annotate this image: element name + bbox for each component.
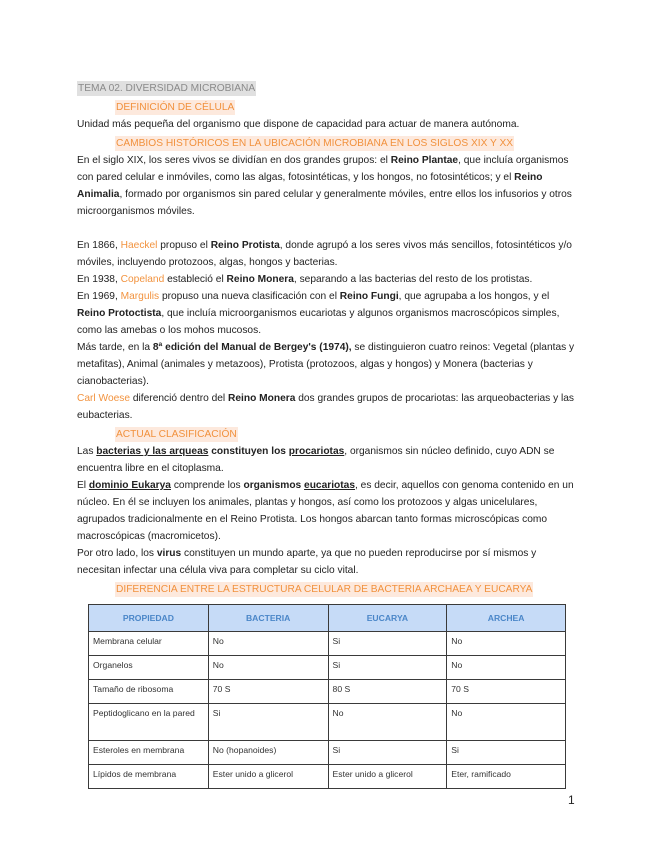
page-content <box>77 78 577 789</box>
table-row <box>89 632 566 656</box>
table-row <box>89 704 566 741</box>
name-carl-woese: Carl Woese <box>77 393 131 404</box>
heading-cambios-historicos: CAMBIOS HISTÓRICOS EN LA UBICACIÓN MICROBIANA EN LOS SIGLOS XIX Y XX <box>116 138 514 149</box>
table-header-cell: PROPIEDAD <box>89 605 209 632</box>
paragraph-copeland: En 1938, Copeland estableció el Reino Monera, separando a las bacterias del resto de los protistas. <box>77 274 533 285</box>
table-cell: Tamaño de ribosoma <box>89 680 209 704</box>
table-header-cell: BACTERIA <box>208 605 328 632</box>
table-header-cell: ARCHEA <box>447 605 566 632</box>
table-cell: Si <box>328 656 447 680</box>
heading-actual-clasificacion: ACTUAL CLASIFICACIÓN <box>116 429 237 440</box>
table-cell: No <box>447 632 566 656</box>
paragraph-procariotas: Las bacterias y las arqueas constituyen los procariotas, organismos sin núcleo definido, cuyo ADN se encuentra libre en el citoplasma. <box>77 446 555 474</box>
table-header-cell: EUCARYA <box>328 605 447 632</box>
table-cell: No <box>447 704 566 741</box>
table-cell: 80 S <box>328 680 447 704</box>
table-cell: No <box>208 632 328 656</box>
paragraph-eukarya: El dominio Eukarya comprende los organismos eucariotas, es decir, aquellos con genoma contenido en un núcleo. En él se incluyen los animales, plantas y hongos, así como los protozoos y algas unicelulares, agrupados tradicionalmente en el Reino Protista. Los hongos abarcan tanto formas microscópicas como macroscópicas (macromicetos). <box>77 480 574 542</box>
page-number: 1 <box>568 793 575 807</box>
paragraph-virus: Por otro lado, los virus constituyen un mundo aparte, ya que no pueden reproducirse por sí mismos y necesitan infectar una célula viva para completar su ciclo vital. <box>77 548 537 576</box>
table-cell: Si <box>328 632 447 656</box>
table-cell: 70 S <box>447 680 566 704</box>
name-copeland: Copeland <box>120 274 165 285</box>
table-cell: Si <box>328 741 447 765</box>
name-margulis: Margulis <box>120 291 160 302</box>
table-cell: Ester unido a glicerol <box>328 765 447 789</box>
table-cell: No <box>208 656 328 680</box>
paragraph-margulis: En 1969, Margulis propuso una nueva clasificación con el Reino Fungi, que agrupaba a los hongos, y el Reino Protoctista, que incluía microorganismos eucariotas y algunos organismos macroscópicos simples, como las amebas o los mohos mucosos. <box>77 291 560 336</box>
table-cell: Peptidoglicano en la pared <box>89 704 209 741</box>
paragraph-siglo-xix: En el siglo XIX, los seres vivos se dividían en dos grandes grupos: el Reino Plantae, que incluía organismos con pared celular e inmóviles, como las algas, fotosintéticas, y los hongos, no fotosintéticos; y el Reino Animalia, formado por organismos sin pared celular y generalmente móviles, entre ellos los infusorios y otros microorganismos móviles. <box>77 155 572 217</box>
paragraph-woese: Carl Woese diferenció dentro del Reino Monera dos grandes grupos de procariotas: las arqueobacterias y las eubacterias. <box>77 393 575 421</box>
table-cell: Organelos <box>89 656 209 680</box>
table-cell: Esteroles en membrana <box>89 741 209 765</box>
table-cell: 70 S <box>208 680 328 704</box>
heading-definicion-celula: DEFINICIÓN DE CÉLULA <box>116 102 235 113</box>
paragraph-haeckel: En 1866, Haeckel propuso el Reino Protista, donde agrupó a los seres vivos más sencillos, fotosintéticos y/o móviles, incluyendo protozoos, algas, hongos y bacterias. <box>77 240 572 268</box>
table-row <box>89 680 566 704</box>
table-cell: Si <box>447 741 566 765</box>
comparison-table <box>88 604 566 789</box>
table-cell: Si <box>208 704 328 741</box>
table-cell: No <box>328 704 447 741</box>
heading-diferencia-estructura: DIFERENCIA ENTRE LA ESTRUCTURA CELULAR DE BACTERIA ARCHAEA Y EUCARYA <box>116 584 533 595</box>
table-header-row <box>89 605 566 632</box>
paragraph-bergey: Más tarde, en la 8ª edición del Manual de Bergey's (1974), se distinguieron cuatro reinos: Vegetal (plantas y metafitas), Animal (animales y metazoos), Protista (protozoos, algas y hongos) y Monera (bacterias y cianobacterias). <box>77 342 575 387</box>
table-row <box>89 656 566 680</box>
page-title: TEMA 02. DIVERSIDAD MICROBIANA <box>78 83 256 94</box>
table-cell: Lípidos de membrana <box>89 765 209 789</box>
table-cell: Ester unido a glicerol <box>208 765 328 789</box>
table-row <box>89 765 566 789</box>
table-row <box>89 741 566 765</box>
table-cell: No <box>447 656 566 680</box>
name-haeckel: Haeckel <box>120 240 158 251</box>
table-cell: No (hopanoides) <box>208 741 328 765</box>
paragraph-definicion: Unidad más pequeña del organismo que dispone de capacidad para actuar de manera autónoma. <box>77 119 520 130</box>
table-cell: Eter, ramificado <box>447 765 566 789</box>
table-cell: Membrana celular <box>89 632 209 656</box>
